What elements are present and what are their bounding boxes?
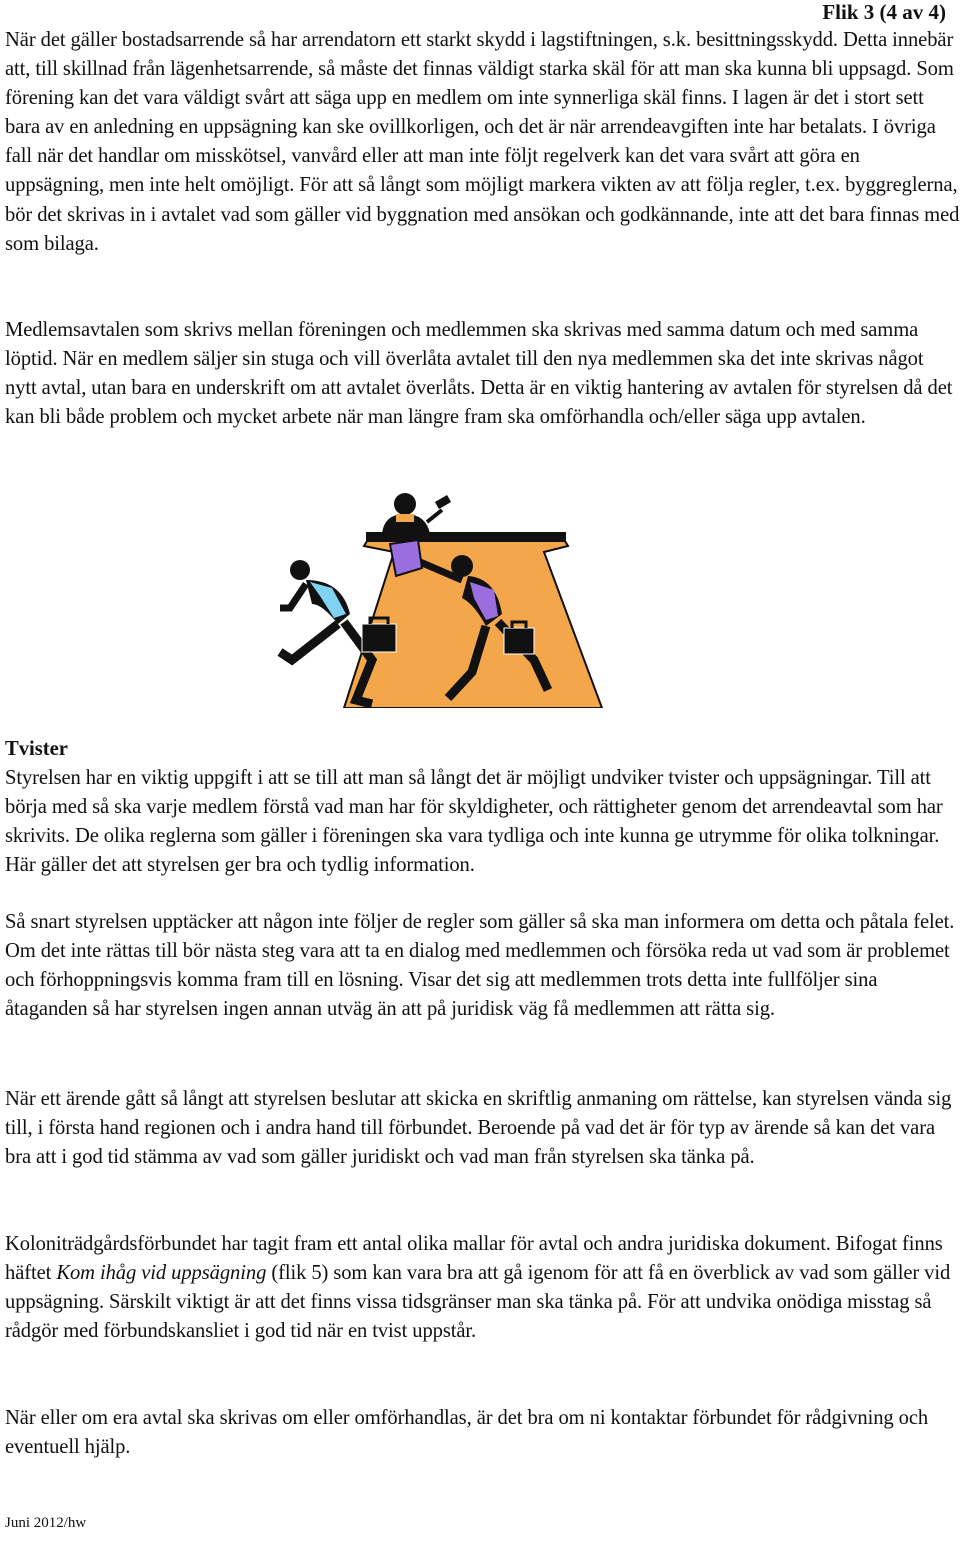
paragraph-besittningsskydd: När det gäller bostadsarrende så har arrendatorn ett starkt skydd i lagstiftningen, s.k. besittningsskydd. Detta innebär att, till skillnad från lägenhetsarrende, så måste det finnas väldigt starka skäl för att man ska kunna bli uppsagd. Som förening kan det vara väldigt svårt att säga upp en medlem om inte synnerliga skäl finns. I lagen är det i stort sett bara av en anledning en uppsägning kan ske ovillkorligen, och det är när arrendeavgiften inte har betalats. I övriga fall när det handlar om misskötsel, vanvård eller att man inte följt regelverk kan det vara svårt att göra en uppsägning, men inte helt omöjligt. För att så långt som möjligt markera vikten av att följa regler, t.ex. byggreglerna, bör det skrivas in i avtalet vad som gäller vid byggnation med ansökan och godkännande, inte att det bara finnas med som bilaga. — [5, 29, 960, 255]
right-briefcase-icon — [504, 628, 534, 654]
paragraph-tvister-atgard: Så snart styrelsen upptäcker att någon inte följer de regler som gäller så ska man informera om detta och påtala felet. Om det inte rättas till bör nästa steg vara att ta en dialog med medlemmen och försöka reda ut vad som är problemet och förhoppningsvis komma fram till en lösning. Visar det sig att medlemmen trots detta inte fullföljer sina åtaganden så har styrelsen ingen annan utväg än att på juridisk väg få medlemmen att rätta sig. — [5, 911, 955, 1021]
section-heading-tvister: Tvister — [5, 738, 68, 760]
paragraph-kontakt: När eller om era avtal ska skrivas om eller omförhandlas, är det bra om ni kontaktar förbundet för rådgivning och eventuell hjälp. — [5, 1407, 929, 1459]
tab-label: Flik 3 (4 av 4) — [822, 0, 946, 24]
paragraph-anmaning: När ett ärende gått så långt att styrelsen beslutar att skicka en skriftlig anmaning om rättelse, kan styrelsen vända sig till, i första hand regionen och i andra hand till förbundet. Beroende på vad det är för typ av ärende så kan det vara bra att i god tid stämma av vad som gäller juridiskt och vad man från styrelsen ska tänka på. — [5, 1088, 952, 1169]
mallar-text-b: (flik 5) som kan vara bra att gå igenom för att få en överblick av vad som gäller vid uppsägning. Särskilt viktigt är att det finns vissa tidsgränser man ska tänka på. För att undvika onödiga misstag så rådgör med förbundskansliet i god tid när en tvist uppstår. — [5, 1262, 951, 1343]
left-briefcase-icon — [362, 624, 396, 652]
footer-date-signature: Juni 2012/hw — [5, 1515, 87, 1531]
paragraph-tvister-intro: Styrelsen har en viktig uppgift i att se till att man så långt det är möjligt undviker tvister och uppsägningar. Till att börja med så ska varje medlem förstå vad man har för skyldigheter, och rättigheter genom det arrendeavtal som har skrivits. De olika reglerna som gäller i föreningen ska vara tydliga och inte kunna ge utrymme för olika tolkningar. Här gäller det att styrelsen ger bra och tydlig information. — [5, 767, 943, 877]
judge-figure — [382, 493, 451, 534]
podium-shape — [344, 536, 602, 708]
paragraph-medlemsavtal: Medlemsavtalen som skrivs mellan föreningen och medlemmen ska skrivas med samma datum och med samma löptid. När en medlem säljer sin stuga och vill överlåta avtalet till den nya medlemmen ska det inte skrivas något nytt avtal, utan bara en underskrift om att avtalet överlåts. Detta är en viktig hantering av avtalen för styrelsen då det kan bli både problem och mycket arbete när man längre fram ska omförhandla och/eller säga upp avtalen. — [5, 319, 953, 429]
paragraph-mallar — [5, 1230, 960, 1346]
courtroom-clipart — [272, 484, 702, 708]
booklet-title: Kom ihåg vid uppsägning — [56, 1262, 267, 1285]
mallar-text-a: Koloniträdgårdsförbundet har tagit fram ett antal olika mallar för avtal och andra juridiska dokument. Bifogat finns häftet — [5, 1233, 943, 1285]
